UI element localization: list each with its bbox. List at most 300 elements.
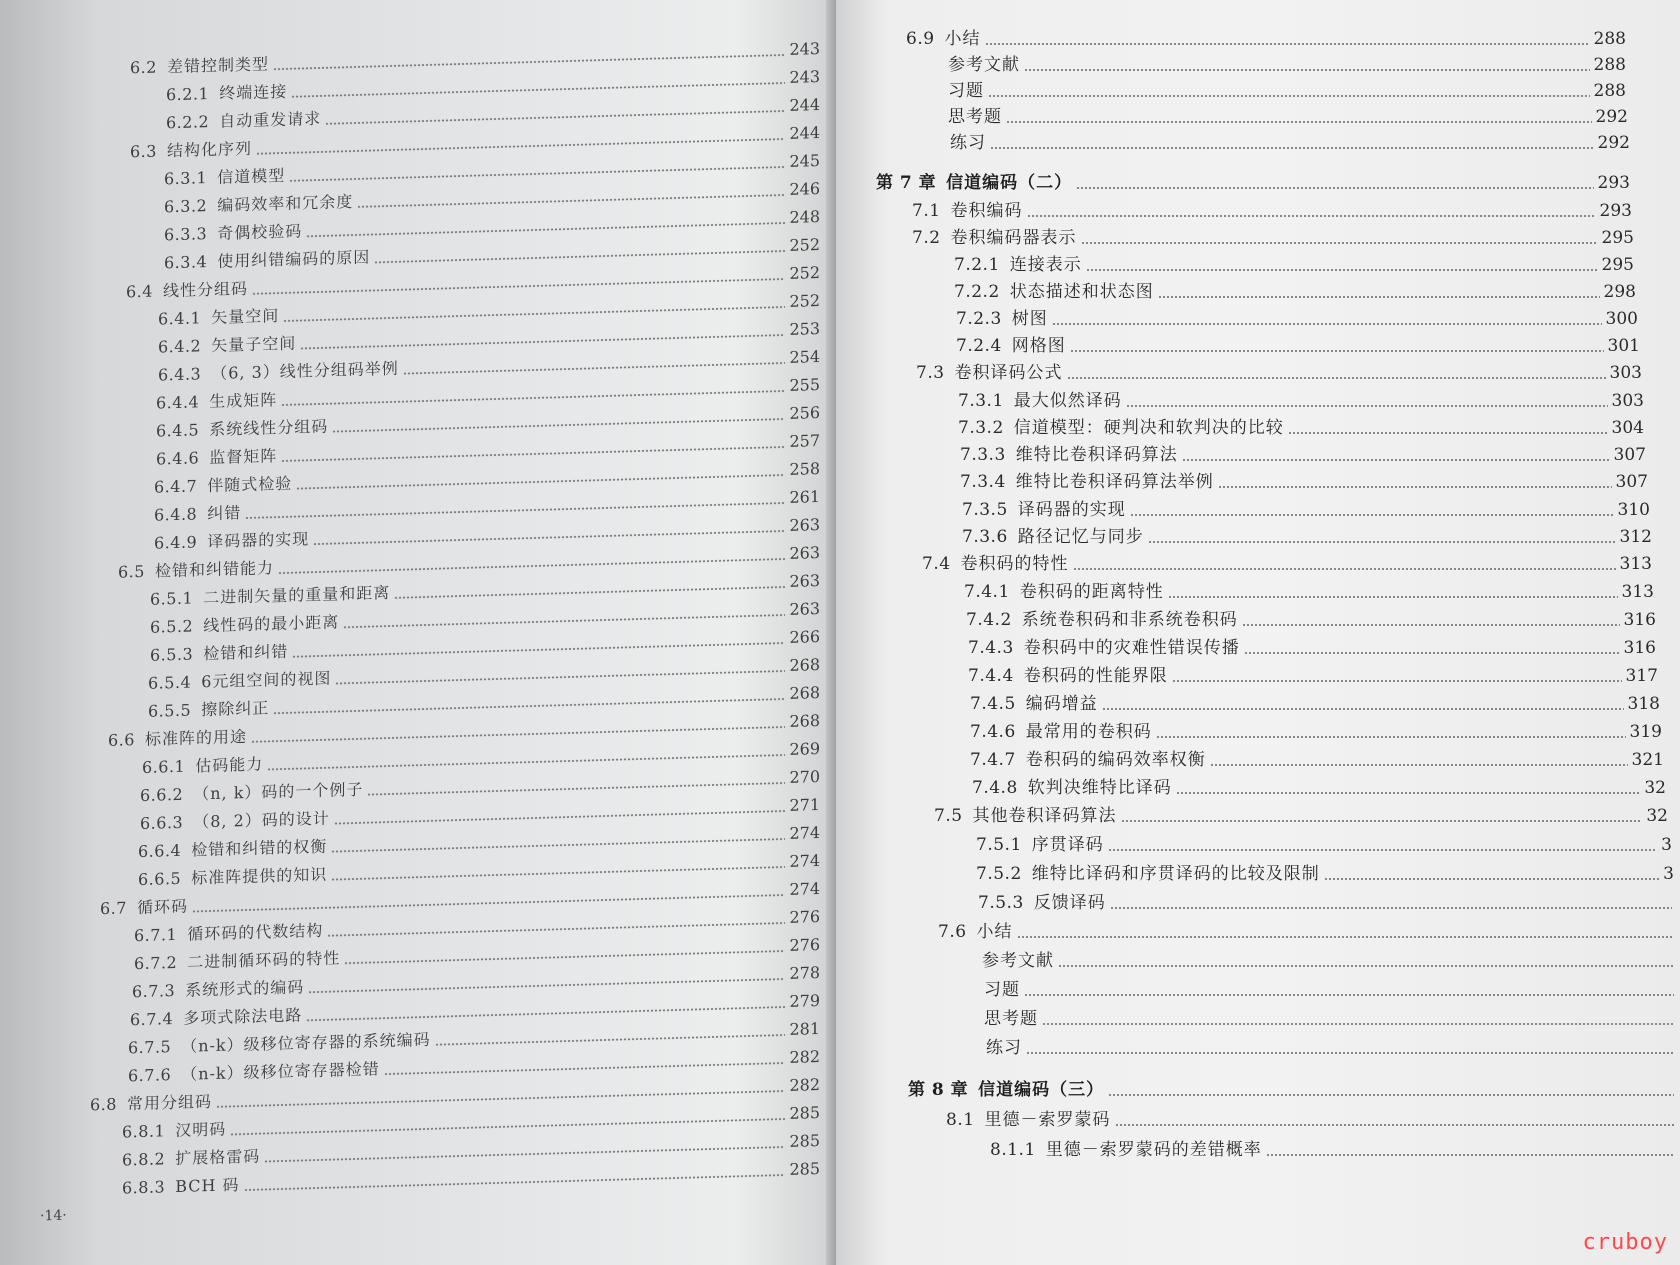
toc-entry-number: 6.8.1 bbox=[122, 1121, 166, 1142]
toc-leader-dots bbox=[1110, 907, 1672, 909]
toc-entry-number: 6.5.3 bbox=[150, 644, 194, 665]
toc-entry-title: （6, 3）线性分组码举例 bbox=[211, 358, 399, 384]
toc-entry-title: 卷积译码公式 bbox=[954, 363, 1063, 383]
toc-leader-dots bbox=[1108, 1094, 1674, 1096]
toc-entry-title: 终端连接 bbox=[219, 81, 288, 103]
toc-entry-page: 261 bbox=[789, 487, 820, 507]
toc-entry-page: 292 bbox=[1595, 107, 1628, 127]
toc-entry-number: 7.2.2 bbox=[954, 282, 1000, 302]
toc-entry-title: 估码能力 bbox=[195, 754, 264, 776]
toc-leader-dots bbox=[1076, 187, 1593, 189]
toc-entry-number: 7.3.1 bbox=[958, 391, 1004, 411]
toc-entry-title: 结构化序列 bbox=[166, 138, 252, 161]
toc-entry-title: 监督矩阵 bbox=[209, 446, 278, 468]
toc-entry bbox=[956, 333, 1640, 359]
toc-leader-dots bbox=[1266, 1154, 1674, 1156]
toc-leader-dots bbox=[1210, 764, 1628, 766]
toc-entry-title: 系统形式的编码 bbox=[185, 977, 305, 1000]
toc-entry-page: 313 bbox=[1621, 582, 1654, 602]
toc-entry-title: 软判决维特比译码 bbox=[1027, 778, 1172, 798]
toc-entry-page: 282 bbox=[789, 1047, 820, 1067]
toc-entry-page: 254 bbox=[789, 347, 820, 367]
toc-entry-number: 6.6.5 bbox=[138, 868, 182, 890]
toc-entry-number: 7.2.1 bbox=[954, 255, 1000, 275]
toc-leader-dots bbox=[988, 95, 1590, 97]
toc-entry-title: 练习 bbox=[986, 1038, 1022, 1058]
toc-entry-title: 维特比译码和序贯译码的比较及限制 bbox=[1031, 864, 1320, 884]
toc-entry bbox=[970, 719, 1662, 745]
toc-entry-title: 习题 bbox=[984, 980, 1020, 1000]
toc-entry-title: 状态描述和状态图 bbox=[1009, 282, 1154, 302]
toc-entry-page: 3 bbox=[1663, 864, 1674, 884]
toc-entry bbox=[922, 551, 1652, 577]
toc-entry-title: 线性码的最小距离 bbox=[203, 612, 340, 636]
toc-leader-dots bbox=[244, 1174, 786, 1191]
toc-entry-page: 295 bbox=[1601, 228, 1634, 248]
toc-entry-number: 6.6 bbox=[108, 730, 135, 750]
toc-leader-dots bbox=[1081, 242, 1598, 244]
toc-entry-number: 6.7.4 bbox=[130, 1009, 174, 1030]
toc-entry-title: 扩展格雷码 bbox=[175, 1146, 261, 1169]
toc-leader-dots bbox=[1168, 596, 1618, 598]
toc-entry-page: 288 bbox=[1593, 81, 1626, 101]
toc-entry bbox=[912, 225, 1634, 251]
toc-leader-dots bbox=[384, 1062, 786, 1075]
toc-entry-page: 293 bbox=[1599, 201, 1632, 221]
toc-entry bbox=[968, 635, 1656, 661]
toc-entry-page: 274 bbox=[789, 823, 820, 843]
toc-entry-number: 第 7 章 bbox=[876, 173, 937, 193]
toc-leader-dots bbox=[374, 250, 785, 263]
toc-leader-dots bbox=[1158, 296, 1600, 298]
toc-entry bbox=[984, 1006, 1678, 1032]
toc-entry-number: 6.4.8 bbox=[154, 504, 198, 525]
toc-entry-number: 6.5.4 bbox=[148, 672, 192, 693]
toc-leader-dots bbox=[1121, 820, 1643, 822]
toc-entry-title: 检错和纠错 bbox=[203, 641, 289, 664]
toc-entry bbox=[962, 524, 1652, 550]
toc-entry-page: 295 bbox=[1601, 255, 1634, 275]
toc-entry-page: 310 bbox=[1617, 500, 1650, 520]
toc-entry-number: 6.4.6 bbox=[156, 448, 200, 469]
toc-entry-title: 自动重发请求 bbox=[219, 108, 322, 131]
toc-entry-page: 321 bbox=[1631, 750, 1664, 770]
toc-entry bbox=[916, 360, 1642, 386]
toc-entry-number: 7.2.3 bbox=[956, 309, 1002, 329]
toc-entry-number: 7.4.4 bbox=[968, 666, 1014, 686]
toc-entry-page: 300 bbox=[1605, 309, 1638, 329]
toc-entry-title: 卷积码的特性 bbox=[960, 554, 1069, 574]
toc-leader-dots bbox=[990, 147, 1594, 149]
toc-entry-page: 288 bbox=[1593, 29, 1626, 49]
toc-entry-number: 6.5.2 bbox=[150, 616, 194, 637]
toc-entry bbox=[912, 198, 1632, 224]
toc-entry-page: 285 bbox=[789, 1103, 820, 1123]
toc-entry-title: 差错控制类型 bbox=[166, 54, 269, 77]
toc-entry-number: 6.6.3 bbox=[140, 812, 184, 833]
toc-entry-page: 307 bbox=[1613, 445, 1646, 465]
toc-entry-number: 7.2.4 bbox=[956, 336, 1002, 356]
toc-entry bbox=[970, 691, 1660, 717]
toc-entry bbox=[958, 388, 1644, 414]
toc-entry bbox=[950, 130, 1630, 156]
page-number-footer: ·14· bbox=[39, 1207, 67, 1225]
toc-entry-number: 6.8.3 bbox=[122, 1177, 166, 1198]
toc-entry-number: 6.3.4 bbox=[164, 252, 208, 273]
toc-entry-title: 里德－索罗蒙码 bbox=[984, 1110, 1111, 1130]
toc-entry-number: 6.3 bbox=[130, 141, 157, 162]
toc-leader-dots bbox=[367, 782, 785, 796]
toc-entry-page: 263 bbox=[789, 543, 820, 563]
toc-entry-page: 263 bbox=[789, 599, 820, 619]
toc-entry-title: 卷积码的性能界限 bbox=[1023, 666, 1168, 686]
toc-entry-page: 243 bbox=[789, 39, 820, 59]
toc-entry bbox=[968, 663, 1658, 689]
toc-entry-number: 6.3.3 bbox=[164, 224, 208, 245]
toc-leader-dots bbox=[1042, 1023, 1674, 1025]
toc-entry bbox=[982, 948, 1678, 974]
toc-entry bbox=[978, 890, 1676, 916]
toc-entry-title: 习题 bbox=[948, 81, 984, 101]
toc-entry-number: 8.1 bbox=[946, 1110, 975, 1130]
toc-entry-title: 卷积码的距离特性 bbox=[1019, 582, 1164, 602]
toc-entry bbox=[938, 919, 1678, 945]
toc-entry-number: 6.4.9 bbox=[154, 532, 198, 553]
toc-entry-page: 288 bbox=[1593, 55, 1626, 75]
toc-leader-dots bbox=[1108, 849, 1657, 851]
toc-entry-page: 266 bbox=[789, 627, 820, 647]
toc-leader-dots bbox=[1115, 1124, 1674, 1126]
toc-entry-title: 参考文献 bbox=[982, 951, 1054, 971]
toc-entry bbox=[964, 579, 1654, 605]
toc-leader-dots bbox=[1172, 680, 1622, 682]
toc-entry-number: 6.4.7 bbox=[154, 476, 198, 497]
toc-entry-title: 信道编码（三） bbox=[978, 1080, 1105, 1100]
toc-entry-number: 6.7.2 bbox=[134, 952, 178, 974]
toc-entry-title: （n, k）码的一个例子 bbox=[193, 779, 364, 804]
toc-entry-title: 卷积编码器表示 bbox=[950, 228, 1077, 248]
toc-entry bbox=[948, 104, 1628, 130]
left-toc-list bbox=[0, 0, 836, 1265]
toc-entry bbox=[906, 26, 1626, 52]
toc-entry-number: 6.6.1 bbox=[142, 756, 186, 777]
toc-entry-title: 最大似然译码 bbox=[1013, 391, 1122, 411]
toc-entry-number: 6.6.2 bbox=[140, 784, 184, 805]
toc-entry-page: 269 bbox=[789, 739, 820, 759]
toc-entry bbox=[986, 1035, 1678, 1061]
toc-entry-page: 318 bbox=[1627, 694, 1660, 714]
toc-entry-page: 285 bbox=[789, 1159, 820, 1179]
toc-entry-title: 信道模型 bbox=[217, 165, 286, 187]
toc-leader-dots bbox=[435, 1034, 786, 1046]
toc-entry-title: 信道编码（二） bbox=[946, 173, 1073, 193]
toc-entry-page: 316 bbox=[1623, 610, 1656, 630]
toc-entry-number: 8.1.1 bbox=[990, 1140, 1036, 1160]
toc-entry-number: 6.7.5 bbox=[128, 1037, 172, 1058]
toc-entry-number: 6.2 bbox=[130, 57, 157, 78]
toc-entry-number: 6.5.5 bbox=[148, 700, 192, 721]
toc-entry-page: 243 bbox=[789, 67, 820, 87]
toc-entry-title: 系统卷积码和非系统卷积码 bbox=[1021, 610, 1238, 630]
toc-entry-number: 7.3 bbox=[916, 363, 945, 383]
toc-entry-page: 258 bbox=[789, 459, 820, 479]
toc-entry-number: 7.3.3 bbox=[960, 445, 1006, 465]
toc-entry-title: 连接表示 bbox=[1009, 255, 1082, 275]
toc-entry-title: 系统线性分组码 bbox=[209, 416, 329, 440]
toc-entry-number: 6.3.2 bbox=[164, 196, 208, 217]
toc-leader-dots bbox=[1244, 652, 1620, 654]
toc-entry-page: 32 bbox=[1646, 806, 1668, 826]
toc-entry-title: 标准阵的用途 bbox=[144, 727, 247, 749]
toc-leader-dots bbox=[1126, 405, 1608, 407]
toc-entry-number: 7.4.2 bbox=[966, 610, 1012, 630]
toc-entry-title: 纠错 bbox=[207, 503, 242, 524]
toc-entry bbox=[954, 279, 1636, 305]
toc-entry-title: 里德－索罗蒙码的差错概率 bbox=[1045, 1140, 1262, 1160]
toc-entry-page: 317 bbox=[1625, 666, 1658, 686]
toc-entry-page: 307 bbox=[1615, 472, 1648, 492]
toc-entry bbox=[946, 1107, 1678, 1133]
toc-entry-number: 6.2.2 bbox=[166, 112, 210, 133]
toc-entry-title: 小结 bbox=[976, 922, 1013, 942]
toc-entry-title: （n-k）级移位寄存器的系统编码 bbox=[181, 1029, 431, 1056]
toc-leader-dots bbox=[1006, 121, 1592, 123]
toc-entry-page: 245 bbox=[789, 151, 820, 171]
toc-leader-dots bbox=[1242, 624, 1620, 626]
toc-entry-title: 序贯译码 bbox=[1031, 835, 1104, 855]
toc-entry-title: 思考题 bbox=[984, 1009, 1038, 1029]
toc-entry-title: 树图 bbox=[1011, 309, 1048, 329]
toc-entry-page: 301 bbox=[1607, 336, 1640, 356]
toc-entry-page: 274 bbox=[789, 851, 820, 871]
toc-entry-title: 标准阵提供的知识 bbox=[191, 864, 328, 888]
toc-entry-page: 268 bbox=[789, 711, 820, 731]
toc-entry bbox=[960, 469, 1648, 495]
toc-entry bbox=[954, 252, 1634, 278]
toc-entry-number: 6.4.4 bbox=[156, 392, 200, 413]
toc-entry-title: 循环码的代数结构 bbox=[187, 920, 324, 944]
toc-entry-number: 7.2 bbox=[912, 228, 941, 248]
toc-entry-title: 伴随式检验 bbox=[207, 473, 293, 496]
toc-entry-number: 6.8.2 bbox=[122, 1149, 166, 1170]
toc-entry-title: 生成矩阵 bbox=[209, 390, 278, 412]
toc-entry bbox=[960, 442, 1646, 468]
toc-entry bbox=[956, 306, 1638, 332]
toc-entry bbox=[958, 415, 1644, 441]
toc-entry-title: （8, 2）码的设计 bbox=[193, 808, 330, 832]
toc-entry bbox=[908, 1077, 1678, 1103]
toc-leader-dots bbox=[1148, 541, 1616, 543]
toc-leader-dots bbox=[1058, 965, 1674, 967]
toc-entry-number: 7.3.2 bbox=[958, 418, 1004, 438]
toc-leader-dots bbox=[1288, 432, 1608, 434]
toc-entry-number: 7.4.7 bbox=[970, 750, 1016, 770]
toc-entry-number: 7.4.3 bbox=[968, 638, 1014, 658]
toc-entry-title: 小结 bbox=[944, 29, 981, 49]
toc-entry-number: 6.4.3 bbox=[158, 364, 202, 385]
toc-entry-number: 6.6.4 bbox=[138, 840, 182, 862]
toc-entry-page: 319 bbox=[1629, 722, 1662, 742]
toc-leader-dots bbox=[1024, 69, 1590, 71]
toc-entry-page: 276 bbox=[789, 907, 820, 927]
toc-entry-title: 思考题 bbox=[948, 107, 1002, 127]
toc-entry-page: 279 bbox=[789, 991, 820, 1011]
toc-entry-title: 参考文献 bbox=[948, 55, 1020, 75]
toc-entry-page: 303 bbox=[1611, 391, 1644, 411]
toc-entry-number: 6.9 bbox=[906, 29, 935, 49]
toc-entry-title: 常用分组码 bbox=[126, 1091, 212, 1114]
toc-entry-page: 271 bbox=[789, 795, 820, 815]
toc-leader-dots bbox=[1130, 514, 1614, 516]
toc-entry-page: 255 bbox=[789, 375, 820, 395]
toc-entry bbox=[966, 607, 1656, 633]
toc-entry-title: 卷积码中的灾难性错误传播 bbox=[1023, 638, 1240, 658]
toc-entry-title: （n-k）级移位寄存器检错 bbox=[181, 1059, 380, 1084]
toc-entry-title: 译码器的实现 bbox=[207, 529, 310, 552]
toc-entry-page: 253 bbox=[789, 319, 820, 339]
toc-entry-title: 检错和纠错的权衡 bbox=[191, 836, 328, 860]
toc-entry-number: 7.5.3 bbox=[978, 893, 1024, 913]
toc-entry-page: 3 bbox=[1661, 835, 1672, 855]
toc-entry bbox=[876, 170, 1630, 196]
toc-entry-number: 6.4.1 bbox=[158, 308, 202, 329]
toc-entry-page: 268 bbox=[789, 655, 820, 675]
toc-entry-title: 二进制矢量的重量和距离 bbox=[203, 583, 391, 608]
toc-leader-dots bbox=[1073, 568, 1616, 570]
toc-entry bbox=[948, 52, 1626, 78]
toc-entry-title: 奇偶校验码 bbox=[217, 221, 303, 243]
toc-entry-title: 检错和纠错能力 bbox=[154, 558, 274, 581]
toc-entry-title: 使用纠错编码的原因 bbox=[217, 247, 371, 271]
toc-leader-dots bbox=[1027, 215, 1596, 217]
toc-leader-dots bbox=[403, 362, 786, 375]
toc-entry-title: 维特比卷积译码算法 bbox=[1015, 445, 1178, 465]
toc-entry-title: 译码器的实现 bbox=[1017, 500, 1126, 520]
toc-entry-number: 7.4.5 bbox=[970, 694, 1016, 714]
toc-entry-page: 304 bbox=[1611, 418, 1644, 438]
toc-entry-page: 252 bbox=[789, 291, 820, 311]
toc-entry-title: 循环码 bbox=[136, 896, 188, 918]
toc-entry-title: 二进制循环码的特性 bbox=[187, 948, 341, 972]
toc-entry-number: 7.6 bbox=[938, 922, 967, 942]
toc-entry-number: 7.5 bbox=[934, 806, 963, 826]
toc-entry-number: 6.3.1 bbox=[164, 168, 208, 189]
toc-entry-title: 练习 bbox=[950, 133, 986, 153]
toc-entry-number: 6.2.1 bbox=[166, 84, 210, 105]
toc-leader-dots bbox=[1017, 936, 1674, 938]
toc-entry bbox=[970, 747, 1664, 773]
toc-entry-title: 其他卷积译码算法 bbox=[972, 806, 1117, 826]
toc-entry-page: 268 bbox=[789, 683, 820, 703]
toc-entry-number: 6.7.6 bbox=[128, 1065, 172, 1086]
toc-leader-dots bbox=[1086, 269, 1598, 271]
toc-entry-number: 6.7.3 bbox=[132, 981, 176, 1002]
toc-entry-number: 7.3.5 bbox=[962, 500, 1008, 520]
toc-leader-dots bbox=[1067, 377, 1606, 379]
toc-entry bbox=[976, 832, 1672, 858]
toc-entry-title: 矢量空间 bbox=[211, 306, 280, 328]
toc-entry-number: 7.3.4 bbox=[960, 472, 1006, 492]
toc-entry-number: 6.4 bbox=[126, 281, 153, 302]
toc-entry-number: 7.5.2 bbox=[976, 864, 1022, 884]
toc-entry-page: 244 bbox=[789, 123, 820, 143]
toc-entry-title: 编码增益 bbox=[1025, 694, 1098, 714]
toc-entry-page: 282 bbox=[789, 1075, 820, 1095]
toc-entry-number: 6.5 bbox=[118, 561, 145, 582]
toc-entry bbox=[984, 977, 1678, 1003]
toc-entry-page: 281 bbox=[789, 1019, 820, 1039]
toc-entry-page: 270 bbox=[789, 767, 820, 787]
toc-leader-dots bbox=[1182, 459, 1610, 461]
toc-entry-page: 248 bbox=[789, 207, 820, 227]
toc-entry-title: 最常用的卷积码 bbox=[1025, 722, 1152, 742]
toc-entry-page: 276 bbox=[789, 935, 820, 955]
toc-entry-number: 第 8 章 bbox=[908, 1080, 969, 1100]
toc-entry-number: 7.4.1 bbox=[964, 582, 1010, 602]
toc-entry-page: 32 bbox=[1644, 778, 1666, 798]
toc-entry-number: 7.1 bbox=[912, 201, 941, 221]
toc-entry-title: 编码效率和冗余度 bbox=[217, 192, 354, 215]
toc-entry-page: 285 bbox=[789, 1131, 820, 1151]
toc-entry-title: 卷积码的编码效率权衡 bbox=[1025, 750, 1206, 770]
toc-entry-title: 路径记忆与同步 bbox=[1017, 527, 1144, 547]
toc-leader-dots bbox=[1102, 708, 1624, 710]
toc-entry-page: 263 bbox=[789, 515, 820, 535]
toc-entry-page: 316 bbox=[1623, 638, 1656, 658]
toc-entry-title: 汉明码 bbox=[175, 1119, 227, 1141]
toc-entry-page: 292 bbox=[1597, 133, 1630, 153]
toc-entry-title: 多项式除法电路 bbox=[183, 1005, 303, 1028]
toc-entry bbox=[948, 78, 1626, 104]
toc-entry-title: 6元组空间的视图 bbox=[201, 668, 332, 692]
toc-entry-number: 6.7.1 bbox=[134, 924, 178, 946]
watermark: cruboy bbox=[1582, 1230, 1668, 1255]
toc-entry-title: 矢量子空间 bbox=[211, 333, 297, 356]
toc-entry bbox=[972, 775, 1666, 801]
toc-entry-number: 7.3.6 bbox=[962, 527, 1008, 547]
toc-entry-number: 6.8 bbox=[90, 1094, 117, 1115]
toc-entry-number: 6.7 bbox=[100, 898, 127, 919]
toc-entry-page: 312 bbox=[1619, 527, 1652, 547]
toc-entry-number: 7.4.8 bbox=[972, 778, 1018, 798]
right-page bbox=[836, 0, 1680, 1265]
toc-entry bbox=[962, 497, 1650, 523]
toc-entry-page: 252 bbox=[789, 235, 820, 255]
toc-leader-dots bbox=[985, 43, 1590, 45]
left-page bbox=[0, 0, 836, 1265]
toc-entry-title: BCH 码 bbox=[175, 1175, 240, 1197]
toc-entry-title: 线性分组码 bbox=[162, 278, 248, 301]
toc-entry-title: 卷积编码 bbox=[950, 201, 1023, 221]
toc-entry-title: 网格图 bbox=[1011, 336, 1066, 356]
toc-entry-number: 7.4 bbox=[922, 554, 951, 574]
toc-entry bbox=[990, 1137, 1678, 1163]
toc-entry-page: 263 bbox=[789, 571, 820, 591]
toc-entry-page: 256 bbox=[789, 403, 820, 423]
toc-entry-number: 6.4.2 bbox=[158, 336, 202, 357]
toc-entry-title: 维特比卷积译码算法举例 bbox=[1015, 472, 1214, 492]
toc-entry-page: 257 bbox=[789, 431, 820, 451]
toc-leader-dots bbox=[1218, 486, 1612, 488]
toc-entry-page: 303 bbox=[1609, 363, 1642, 383]
toc-leader-dots bbox=[1052, 323, 1602, 325]
toc-entry-page: 298 bbox=[1603, 282, 1636, 302]
toc-entry-page: 274 bbox=[789, 879, 820, 899]
toc-entry-number: 6.5.1 bbox=[150, 588, 194, 609]
toc-leader-dots bbox=[1026, 1052, 1674, 1054]
toc-leader-dots bbox=[1070, 350, 1604, 352]
toc-entry-page: 244 bbox=[789, 95, 820, 115]
